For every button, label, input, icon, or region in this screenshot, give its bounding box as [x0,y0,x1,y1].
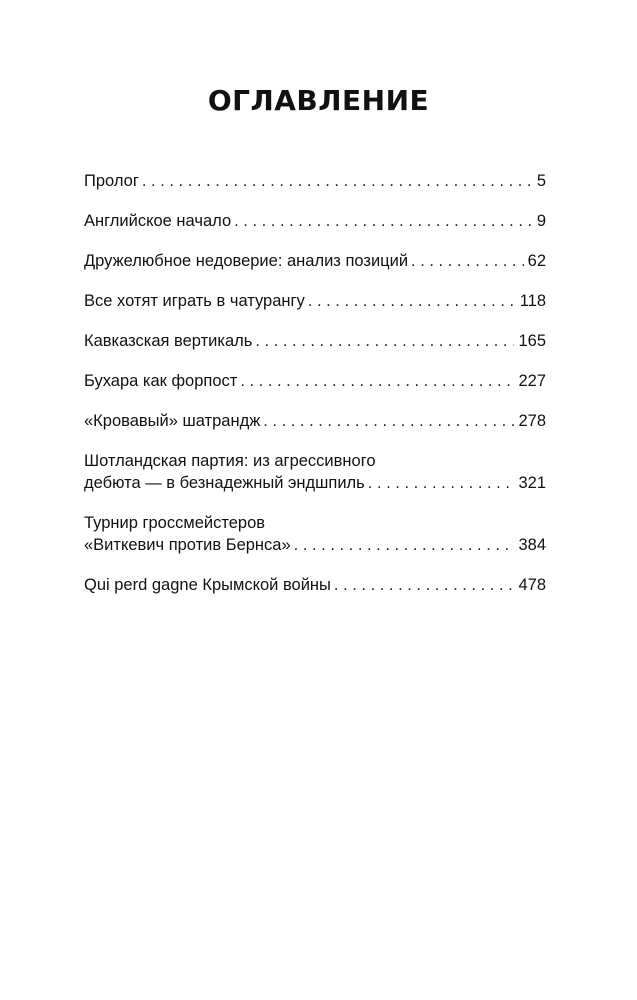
toc-page-number: 165 [518,332,546,350]
dot-leader [308,290,516,312]
toc-entry-title: «Кровавый» шатрандж [84,412,261,430]
toc-line [84,534,546,556]
dot-leader [334,574,515,596]
toc-line [84,250,546,272]
toc-page-number: 384 [518,536,546,554]
toc-entry-title-line-2: дебюта — в безнадежный эндшпиль [84,474,365,492]
dot-leader [263,410,514,432]
toc-entry-prologue[interactable] [84,170,546,192]
toc-entry-title: Бухара как форпост [84,372,238,390]
toc-entry-title-line-1: Турнир гроссмейстеров [84,514,266,532]
toc-entry-scottish-game[interactable] [84,450,546,494]
toc-page-number: 227 [518,372,546,390]
toc-page-number: 62 [527,252,546,270]
toc-entry-english-opening[interactable] [84,210,546,232]
toc-entry-title: Все хотят играть в чатурангу [84,292,305,310]
dot-leader [234,210,533,232]
dot-leader [142,170,533,192]
toc-line [84,210,546,232]
toc-entry-grandmasters-tournament[interactable] [84,512,546,556]
toc-entry-title-line-1: Шотландская партия: из агрессивного [84,452,376,470]
toc-entry-bukhara[interactable] [84,370,546,392]
toc-entry-title: Английское начало [84,212,232,230]
toc-entry-title-line-2: «Виткевич против Бернса» [84,536,291,554]
toc-page-number: 9 [536,212,546,230]
toc-line [84,574,546,596]
dot-leader [255,330,514,352]
page-title: ОГЛАВЛЕНИЕ [207,84,430,117]
toc-entry-friendly-distrust[interactable] [84,250,546,272]
toc-entry-caucasus-vertical[interactable] [84,330,546,352]
table-of-contents [84,170,546,614]
toc-line [84,370,546,392]
dot-leader [294,534,515,556]
toc-page-number: 118 [519,292,546,310]
toc-entry-crimean-war[interactable] [84,574,546,596]
toc-line [84,410,546,432]
toc-entry-title: Кавказская вертикаль [84,332,253,350]
dot-leader [368,472,515,494]
toc-page-number: 478 [518,576,546,594]
toc-page-number: 5 [536,172,546,190]
toc-entry-title: Qui perd gagne Крымской войны [84,576,331,594]
dot-leader [240,370,514,392]
toc-page-number: 278 [518,412,546,430]
toc-entry-chaturanga[interactable] [84,290,546,312]
toc-entry-bloody-shatranj[interactable] [84,410,546,432]
toc-line [84,170,546,192]
toc-entry-title: Дружелюбное недоверие: анализ позиций [84,252,409,270]
toc-entry-title: Пролог [84,172,139,190]
toc-line [84,290,546,312]
toc-line [84,472,546,494]
toc-line [84,330,546,352]
toc-page-number: 321 [518,474,546,492]
dot-leader [411,250,524,272]
